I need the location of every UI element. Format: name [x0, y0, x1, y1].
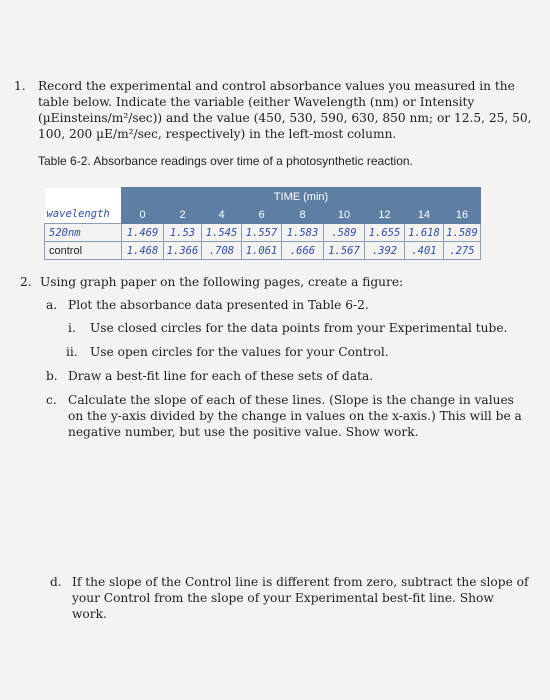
item-letter: a.: [46, 298, 58, 312]
control-value: .275: [444, 242, 481, 260]
item-text-line: Calculate the slope of each of these lines. (Slope is the change in values: [68, 393, 514, 407]
control-value: 1.468: [122, 242, 164, 260]
question-1-number: 1.: [14, 79, 26, 93]
experimental-value: 1.557: [242, 224, 282, 242]
time-header: TIME (min): [122, 188, 481, 206]
time-cell: 4: [202, 206, 242, 224]
item-text: Use open circles for the values for your Control.: [90, 345, 389, 359]
control-label: control: [45, 242, 122, 260]
time-header-row: [45, 188, 481, 206]
item-letter: c.: [46, 393, 57, 407]
item-letter: b.: [46, 369, 58, 383]
time-cell: 12: [365, 206, 405, 224]
control-value: .401: [405, 242, 444, 260]
table-caption: Table 6-2. Absorbance readings over time of a photosynthetic reaction.: [38, 154, 413, 168]
time-cell: 10: [324, 206, 365, 224]
control-value: .392: [365, 242, 405, 260]
experimental-value: 1.618: [405, 224, 444, 242]
time-cell: 2: [164, 206, 202, 224]
item-text-line: If the slope of the Control line is different from zero, subtract the slope of: [72, 575, 529, 589]
variable-label: wavelength: [46, 208, 110, 221]
control-value: 1.567: [324, 242, 365, 260]
time-cell: 0: [122, 206, 164, 224]
experimental-value: .589: [324, 224, 365, 242]
question-2-number: 2.: [20, 275, 32, 289]
question-2: [20, 274, 530, 290]
experimental-value: 1.545: [202, 224, 242, 242]
question-2-text: Using graph paper on the following pages, create a figure:: [40, 275, 404, 289]
time-cell: 6: [242, 206, 282, 224]
control-value: .666: [282, 242, 324, 260]
item-letter: d.: [50, 575, 62, 589]
question-1-text: Record the experimental and control absorbance values you measured in the table below. Indicate the variable (either Wavelength (nm) or Intensity (µEinsteins/m²/sec)) and the value (450, 530, 590, 630, 850 nm; or 12.5, 25, 50, 100, 200 µE/m²/sec, respectively) in the left-most column.: [38, 79, 532, 141]
control-value: 1.061: [242, 242, 282, 260]
item-letter: ii.: [66, 345, 78, 359]
item-text: Use closed circles for the data points from your Experimental tube.: [90, 321, 508, 335]
time-cell: 14: [405, 206, 444, 224]
question-1: [14, 78, 534, 142]
experimental-value: 1.589: [444, 224, 481, 242]
experimental-value: 1.655: [365, 224, 405, 242]
control-row: [45, 242, 481, 260]
experimental-value: 1.469: [122, 224, 164, 242]
time-cell: 8: [282, 206, 324, 224]
experimental-value: 1.53: [164, 224, 202, 242]
time-cell: 16: [444, 206, 481, 224]
item-text-line: your Control from the slope of your Experimental best-fit line. Show work.: [72, 591, 494, 621]
experimental-row: [45, 224, 481, 242]
control-value: .708: [202, 242, 242, 260]
item-text-line: on the y-axis divided by the change in values on the x-axis.) This will be a: [68, 409, 522, 423]
times-row: [45, 206, 481, 224]
experimental-label: 520nm: [45, 224, 122, 242]
item-text: Draw a best-fit line for each of these sets of data.: [68, 369, 374, 383]
control-value: 1.366: [164, 242, 202, 260]
item-text: Plot the absorbance data presented in Table 6-2.: [68, 298, 369, 312]
experimental-value: 1.583: [282, 224, 324, 242]
item-letter: i.: [68, 321, 76, 335]
item-text-line: negative number, but use the positive value. Show work.: [68, 425, 419, 439]
absorbance-table: [44, 187, 481, 260]
